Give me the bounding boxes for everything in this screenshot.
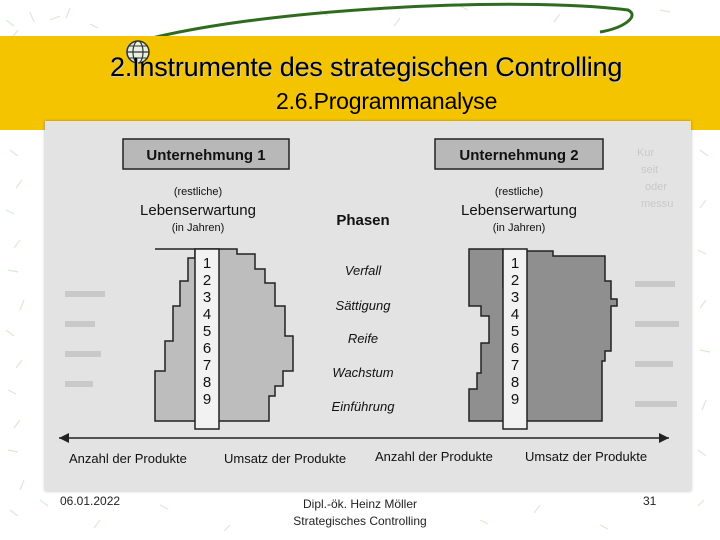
company2-label: Unternehmung 2 — [459, 147, 579, 164]
svg-text:messu: messu — [641, 198, 674, 210]
year-label-left: 8 — [202, 374, 212, 391]
year-label-left: 9 — [202, 391, 212, 408]
year-label-right: 2 — [510, 272, 520, 289]
footer-date: 06.01.2022 — [60, 494, 121, 508]
svg-text:Kur: Kur — [637, 147, 655, 159]
lifespan-line1-right: (restliche) — [494, 186, 544, 198]
slide-title: 2.Instrumente des strategischen Controlling — [110, 52, 623, 82]
phase-label: Einführung — [331, 399, 395, 414]
year-label-right: 6 — [510, 340, 520, 357]
year-label-left: 1 — [202, 255, 212, 272]
lifespan-line1-left: (restliche) — [173, 186, 223, 198]
axis-right-label-2: Umsatz der Produkte — [525, 449, 648, 464]
pyramid-company2 — [469, 249, 617, 421]
year-label-right: 7 — [510, 357, 520, 374]
svg-text:seit: seit — [641, 164, 659, 176]
axis-left-label-1: Anzahl der Produkte — [69, 451, 187, 466]
year-label-left: 6 — [202, 340, 212, 357]
footer-author: Dipl.-ök. Heinz Möller — [302, 497, 418, 511]
year-label-right: 4 — [510, 306, 520, 323]
axis-left-label-2: Anzahl der Produkte — [375, 449, 493, 464]
slide-subtitle: 2.6.Programmanalyse — [276, 88, 498, 114]
footer-course: Strategisches Controlling — [293, 514, 427, 528]
year-label-right: 9 — [510, 391, 520, 408]
svg-text:oder: oder — [645, 181, 668, 193]
phases-heading: Phasen — [336, 212, 390, 229]
year-label-right: 3 — [510, 289, 520, 306]
company1-label: Unternehmung 1 — [146, 147, 266, 164]
phase-label: Reife — [347, 331, 379, 346]
lifespan-line3-right: (in Jahren) — [492, 222, 546, 234]
year-label-left: 4 — [202, 306, 212, 323]
phase-label: Wachstum — [332, 365, 394, 380]
lifespan-line3-left: (in Jahren) — [171, 222, 225, 234]
year-label-right: 8 — [510, 374, 520, 391]
lifespan-line2-left: Lebenserwartung — [140, 202, 256, 219]
phase-label: Verfall — [344, 263, 382, 278]
footer-page-number: 31 — [643, 494, 657, 508]
axis-arrow-left — [59, 433, 69, 443]
pyramid-company1 — [155, 249, 293, 421]
year-label-right: 5 — [510, 323, 520, 340]
year-label-right: 1 — [510, 255, 520, 272]
lifespan-line2-right: Lebenserwartung — [461, 202, 577, 219]
header-band — [0, 36, 720, 130]
year-label-left: 2 — [202, 272, 212, 289]
footer-credits — [262, 496, 458, 530]
program-analysis-diagram — [45, 121, 691, 491]
axis-arrow-right — [659, 433, 669, 443]
axis-right-label-1: Umsatz der Produkte — [224, 451, 347, 466]
year-label-left: 5 — [202, 323, 212, 340]
year-label-left: 3 — [202, 289, 212, 306]
phase-label: Sättigung — [335, 298, 391, 313]
year-label-left: 7 — [202, 357, 212, 374]
